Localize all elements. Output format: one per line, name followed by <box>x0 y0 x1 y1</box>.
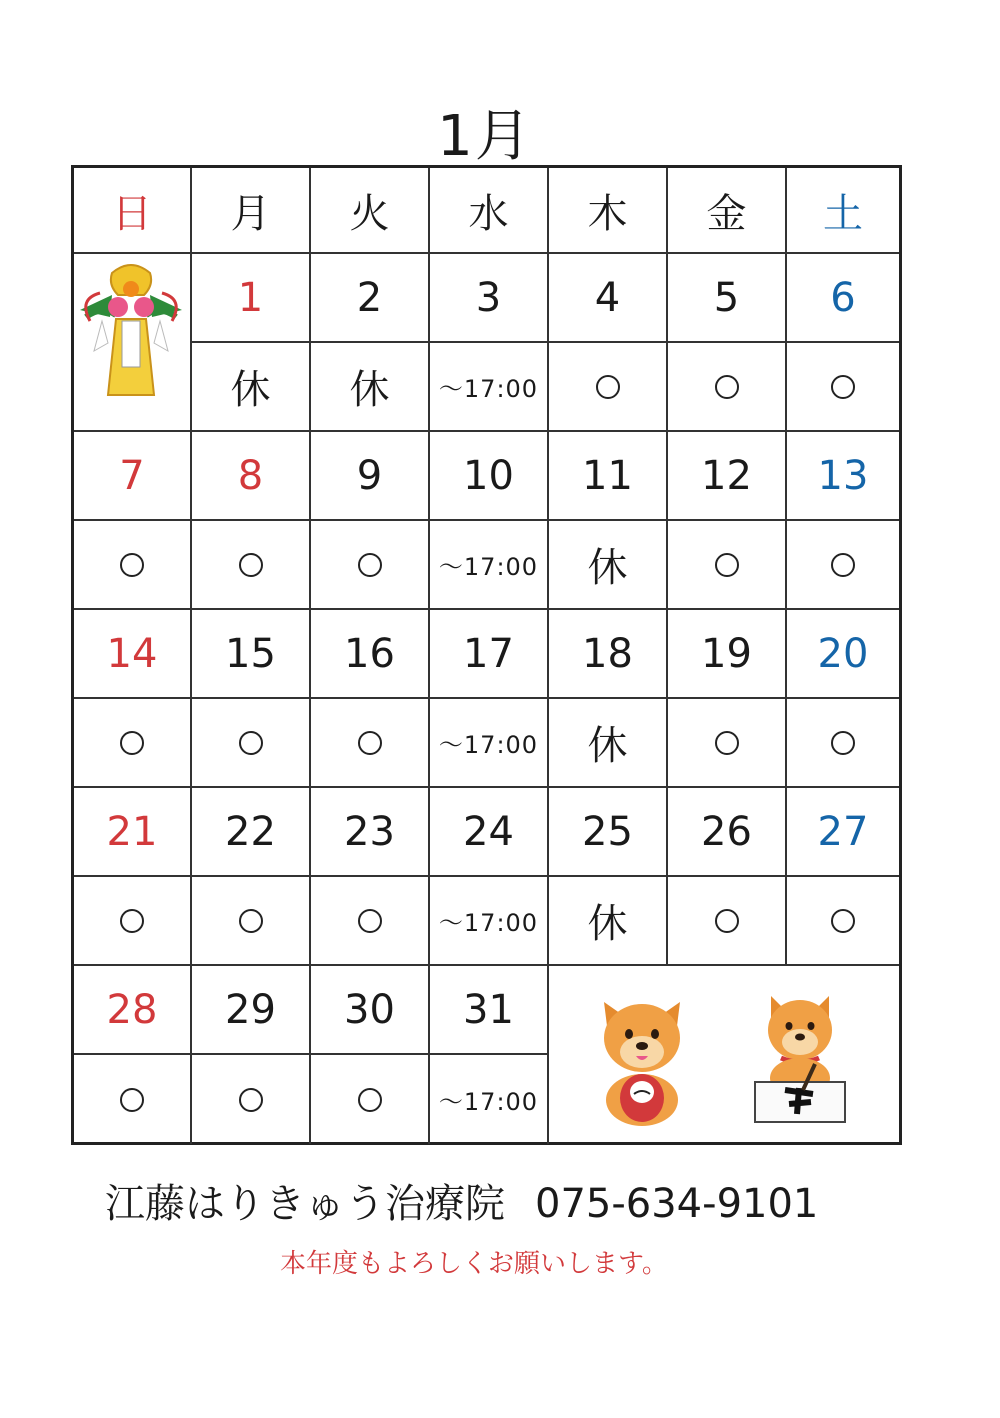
day-status: 休 <box>549 521 668 610</box>
dog-with-daruma-icon <box>592 990 692 1130</box>
open-circle-icon <box>358 553 382 577</box>
open-circle-icon <box>715 909 739 933</box>
open-circle-icon <box>831 731 855 755</box>
day-number: 7 <box>74 432 192 521</box>
day-status: ～17:00 <box>430 343 549 432</box>
day-status: ～17:00 <box>430 1055 549 1144</box>
day-number: 28 <box>74 966 192 1055</box>
day-status <box>668 521 787 610</box>
open-circle-icon <box>715 375 739 399</box>
open-circle-icon <box>358 909 382 933</box>
open-circle-icon <box>831 553 855 577</box>
day-status: 休 <box>192 343 311 432</box>
open-circle-icon <box>239 909 263 933</box>
day-number: 16 <box>311 610 430 699</box>
dog-calligraphy-icon <box>745 990 855 1130</box>
day-status: 休 <box>311 343 430 432</box>
open-circle-icon <box>239 731 263 755</box>
day-number: 1 <box>192 254 311 343</box>
open-circle-icon <box>715 553 739 577</box>
day-number: 8 <box>192 432 311 521</box>
day-status <box>311 521 430 610</box>
day-number: 23 <box>311 788 430 877</box>
day-status: 休 <box>549 699 668 788</box>
day-number: 19 <box>668 610 787 699</box>
open-circle-icon <box>239 553 263 577</box>
day-number: 3 <box>430 254 549 343</box>
open-circle-icon <box>596 375 620 399</box>
weekday-header: 金 <box>668 168 787 254</box>
open-circle-icon <box>120 1088 144 1112</box>
day-status <box>192 699 311 788</box>
day-status <box>74 521 192 610</box>
day-status: 休 <box>549 877 668 966</box>
day-number: 29 <box>192 966 311 1055</box>
calendar-title: 1月 <box>437 104 533 169</box>
weekday-header: 日 <box>74 168 192 254</box>
day-number: 5 <box>668 254 787 343</box>
day-number: 12 <box>668 432 787 521</box>
day-number: 21 <box>74 788 192 877</box>
open-circle-icon <box>831 375 855 399</box>
day-status <box>668 343 787 432</box>
day-status <box>192 877 311 966</box>
weekday-header: 水 <box>430 168 549 254</box>
weekday-header: 火 <box>311 168 430 254</box>
weekday-header: 月 <box>192 168 311 254</box>
clinic-name: 江藤はりきゅう治療院 <box>105 1181 505 1227</box>
day-status <box>74 699 192 788</box>
day-number: 9 <box>311 432 430 521</box>
open-circle-icon <box>831 909 855 933</box>
shimenawa-decoration-icon <box>72 255 190 405</box>
day-status <box>668 699 787 788</box>
day-number: 20 <box>787 610 899 699</box>
day-number: 18 <box>549 610 668 699</box>
day-status <box>192 521 311 610</box>
clinic-info <box>105 1172 818 1229</box>
day-status <box>787 343 899 432</box>
open-circle-icon <box>715 731 739 755</box>
day-number: 2 <box>311 254 430 343</box>
day-number: 6 <box>787 254 899 343</box>
clinic-phone: 075-634-9101 <box>535 1181 819 1227</box>
day-status <box>311 699 430 788</box>
day-number: 22 <box>192 788 311 877</box>
day-number: 11 <box>549 432 668 521</box>
open-circle-icon <box>120 553 144 577</box>
day-number: 31 <box>430 966 549 1055</box>
open-circle-icon <box>358 731 382 755</box>
day-number: 17 <box>430 610 549 699</box>
weekday-header: 土 <box>787 168 899 254</box>
open-circle-icon <box>358 1088 382 1112</box>
day-status <box>549 343 668 432</box>
open-circle-icon <box>120 731 144 755</box>
day-status <box>74 877 192 966</box>
day-number: 13 <box>787 432 899 521</box>
greeting-text: 本年度もよろしくお願いします。 <box>280 1249 668 1279</box>
weekday-header: 木 <box>549 168 668 254</box>
day-status <box>668 877 787 966</box>
day-number: 24 <box>430 788 549 877</box>
day-status <box>74 1055 192 1144</box>
day-status <box>787 877 899 966</box>
day-status: ～17:00 <box>430 521 549 610</box>
day-status <box>311 877 430 966</box>
open-circle-icon <box>120 909 144 933</box>
day-status <box>311 1055 430 1144</box>
day-number: 10 <box>430 432 549 521</box>
day-number: 15 <box>192 610 311 699</box>
day-number: 4 <box>549 254 668 343</box>
day-number: 26 <box>668 788 787 877</box>
open-circle-icon <box>239 1088 263 1112</box>
day-status <box>787 699 899 788</box>
day-status: ～17:00 <box>430 877 549 966</box>
day-status <box>787 521 899 610</box>
day-status <box>192 1055 311 1144</box>
day-number: 14 <box>74 610 192 699</box>
day-number: 27 <box>787 788 899 877</box>
day-number: 30 <box>311 966 430 1055</box>
day-status: ～17:00 <box>430 699 549 788</box>
day-number: 25 <box>549 788 668 877</box>
